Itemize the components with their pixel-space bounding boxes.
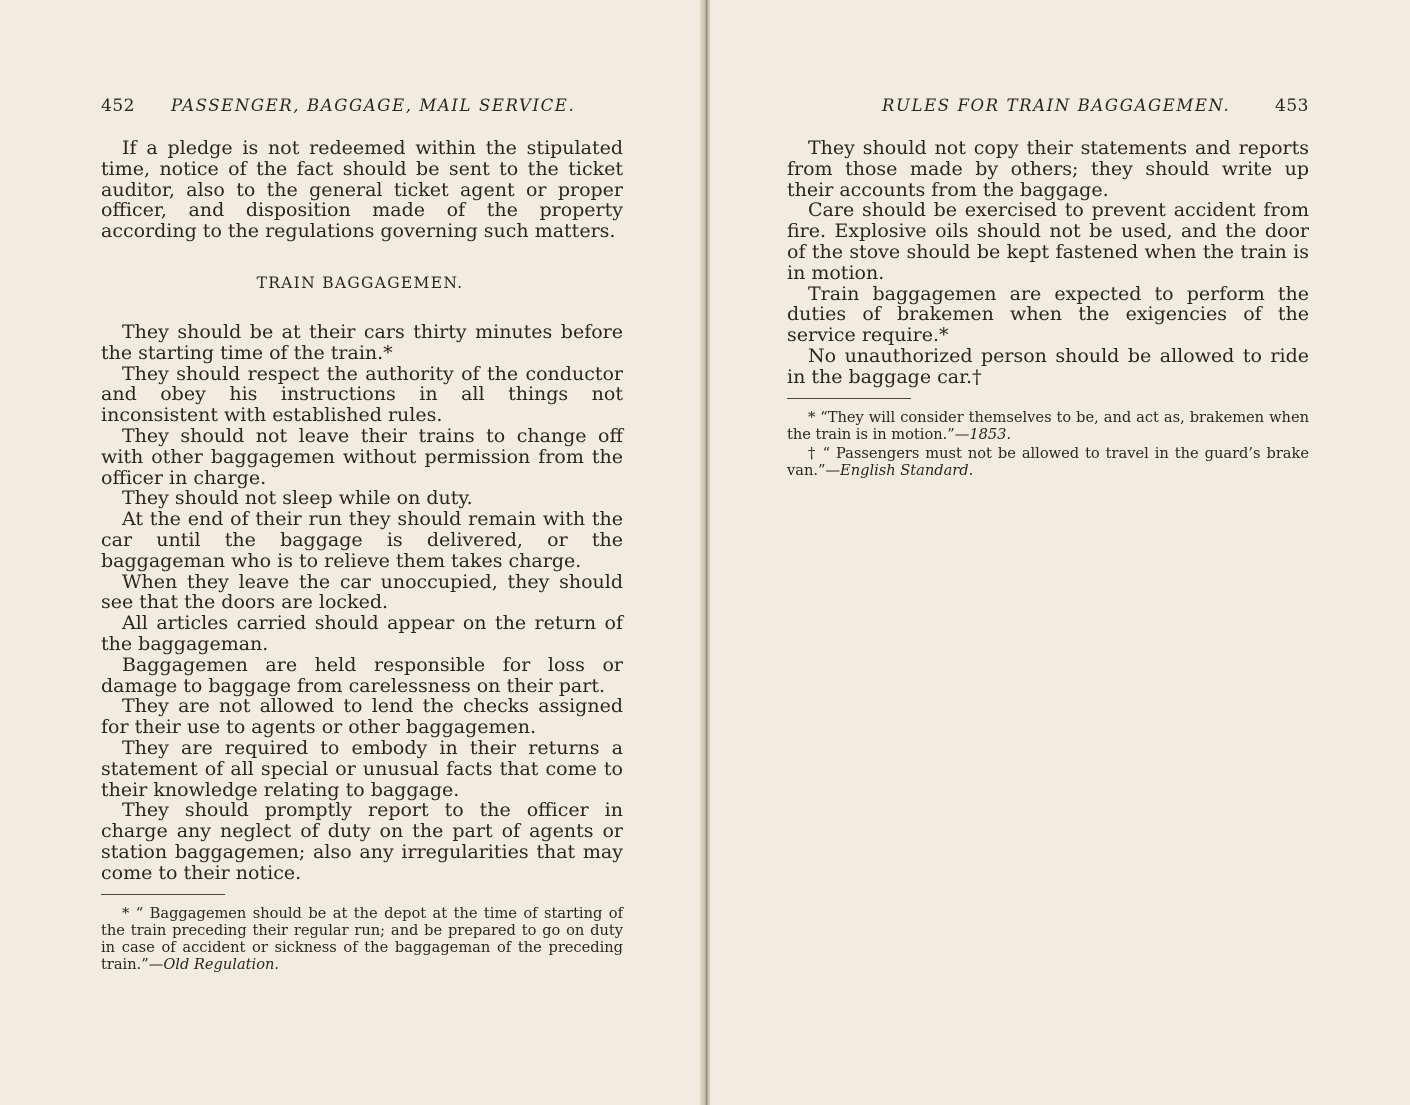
rule-paragraph: At the end of their run they should remain with the car until the baggage is delivered, or the baggageman who is to relieve them takes charge. — [101, 508, 623, 572]
rule-paragraph: They should not leave their trains to change off with other baggagemen without permission from the officer in charge. — [101, 424, 623, 489]
right-page-header — [787, 96, 1309, 130]
left-page-content — [101, 96, 623, 975]
rule-paragraph: Care should be exercised to prevent accident from fire. Explosive oils should not be used, and the door of the stove should be kept fastened when the train is in motion. — [787, 199, 1309, 284]
rule-paragraph: They should promptly report to the officer in charge any neglect of duty on the part of agents or station baggagemen; also any irregularities that may come to their notice. — [101, 799, 623, 884]
right-page-content — [787, 96, 1309, 481]
footnote-text: * “ Baggagemen should be at the depot at the time of starting of the train preceding their regular run; and be prepared to go on duty in case of accident or sickness of the baggageman of the preceding train.”— — [101, 904, 623, 974]
rule-paragraph: No unauthorized person should be allowed to ride in the baggage car.† — [787, 344, 1309, 388]
rule-paragraph: They are required to embody in their returns a statement of all special or unusual facts that come to their knowledge relating to baggage. — [101, 736, 623, 801]
rule-paragraph: They should be at their cars thirty minutes before the starting time of the train.* — [101, 320, 623, 364]
intro-paragraph: If a pledge is not redeemed within the stipulated time, notice of the fact should be sent to the ticket auditor, also to the general ticket agent or proper officer, and disposition made of the property according to the regulations governing such matters. — [101, 137, 623, 243]
left-page-header — [101, 96, 623, 130]
left-page — [0, 0, 703, 1105]
running-head: PASSENGER, BAGGAGE, MAIL SERVICE. — [170, 96, 576, 115]
rule-paragraph: All articles carried should appear on the return of the baggageman. — [101, 612, 623, 655]
rule-paragraph: Train baggagemen are expected to perform the duties of brakemen when the exigencies of the service require.* — [787, 282, 1309, 347]
footnote-divider — [101, 894, 225, 895]
section-heading: TRAIN BAGGAGEMEN. — [256, 273, 464, 292]
footnote — [787, 409, 1309, 443]
rule-paragraph: They should not sleep while on duty. — [122, 487, 473, 510]
footnote — [101, 905, 623, 974]
page-number: 453 — [1275, 96, 1309, 116]
rule-paragraph: They are not allowed to lend the checks assigned for their use to agents or other baggagemen. — [101, 695, 623, 739]
rule-paragraph: They should respect the authority of the conductor and obey his instructions in all things not inconsistent with established rules. — [101, 362, 623, 427]
rule-paragraph: They should not copy their statements and reports from those made by others; they should write up their accounts from the baggage. — [787, 137, 1309, 201]
footnote-citation: 1853. — [969, 425, 1012, 443]
rule-paragraph: When they leave the car unoccupied, they should see that the doors are locked. — [101, 570, 623, 614]
right-page — [710, 0, 1410, 1105]
footnote-divider — [787, 398, 911, 399]
footnote-text: * “They will consider themselves to be, and act as, brakemen when the train is in motion.”— — [787, 408, 1309, 443]
running-head: RULES FOR TRAIN BAGGAGEMEN. — [882, 96, 1231, 115]
page-number: 452 — [101, 96, 135, 116]
footnote-citation: English Standard. — [840, 462, 974, 480]
footnote-text: † “ Passengers must not be allowed to travel in the guard’s brake van.”— — [787, 444, 1309, 480]
rule-paragraph: Baggagemen are held responsible for loss or damage to baggage from carelessness on their part. — [101, 653, 623, 697]
footnote — [787, 445, 1309, 479]
footnote-citation: Old Regulation. — [163, 956, 280, 974]
